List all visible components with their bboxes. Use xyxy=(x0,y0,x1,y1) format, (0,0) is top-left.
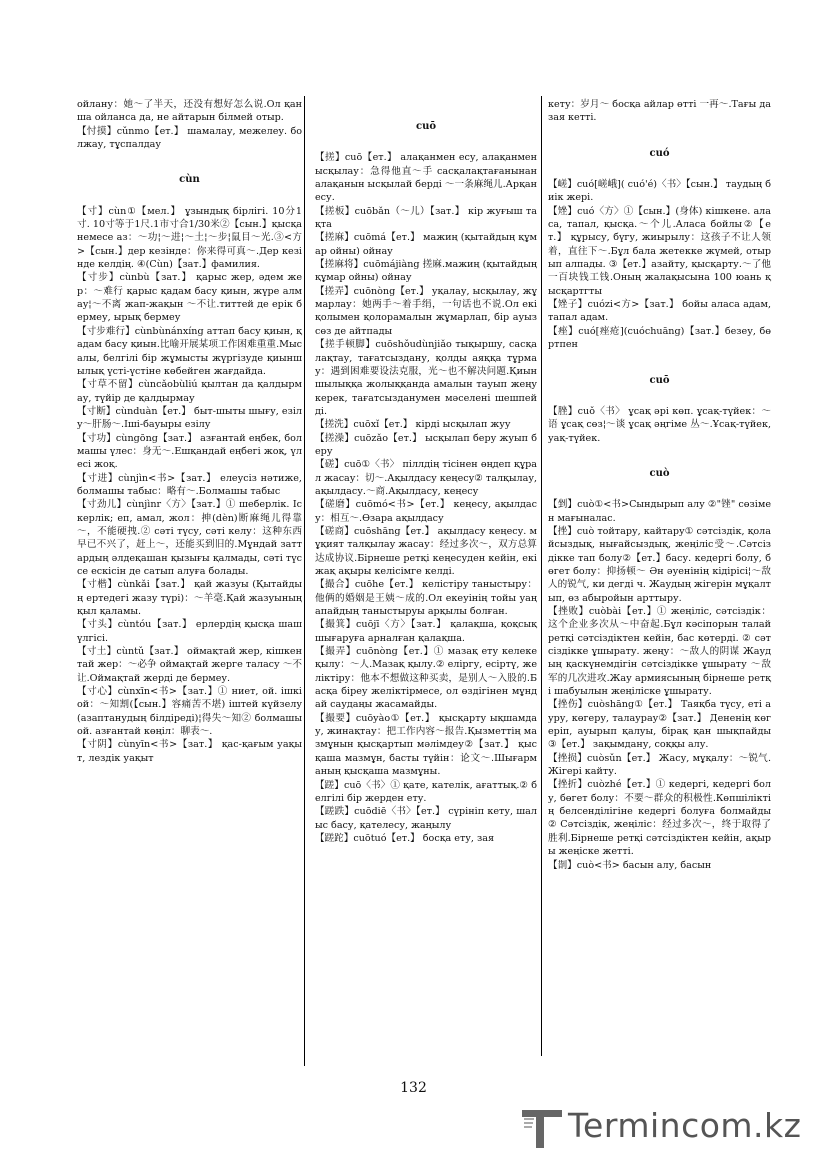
dictionary-entry: 【寸土】cùntǔ【зат.】 оймақтай жер, кішкентай жер：～必争 оймақтай жерге таласу ～不让.Оймақтай жерді де бермеу. xyxy=(77,646,302,684)
dictionary-entry: 【寸步】cùnbù【зат.】 қарыс жер, әдем жер：～难行 қарыс қадам басу қиын, жүре алмау¦～不离 жап-жақын ～不让.титтей де ерік бермеу, ырық бермеу xyxy=(77,272,302,324)
logo-t-icon xyxy=(520,1104,568,1152)
column-middle xyxy=(315,98,537,845)
dictionary-entry: 【痤】cuó[痤疮](cuóchuāng)【зат.】безеу, бөртпен xyxy=(548,325,771,351)
dictionary-entry: 【寸劲儿】cùnjìnr〈方〉【зат.】① шеберлік. Іскерлік; еп, амал, жол：抻(dèn)断麻绳儿得靠～，不能硬拽.② сәті түсу, сәті келу：这种东西早已不兴了，赶上～，还能买到旧的.Мұндай заттардың әлдеқашан қызығы қалмады, сәті түссе ескісін де сатып алуға болады. xyxy=(77,499,302,577)
dictionary-entry: 【撮箕】cuōjī〈方〉【зат.】 қалақша, қоқсық шығаруға арналған қалақша. xyxy=(315,619,537,644)
dictionary-entry: 【寸步难行】cùnbùnánxíng аттап басу қиын, қадам басу қиын.比喻开展某项工作困难重重.Мысалы, белгілі бір жұмысты жүргізуде қиыншылық үсті-үстіне көбейген жағдайда. xyxy=(77,325,302,377)
dictionary-entry: 【搓澡】cuōzǎo【ет.】 ысқылап беру жуып беру xyxy=(315,432,537,457)
dictionary-entry: 【撮要】cuōyào①【ет.】 қысқарту ықшамдау, жинақтау：把工作内容～报告.Қызметтің мазмұнын қысқартып мәлімдеу②【зат.】 қысқаша мазмұн, басты түйін：论文～.Шығарманың қысқаша мазмұны. xyxy=(315,712,537,778)
dictionary-entry: 【搓麻将】cuōmájiàng 搓麻.мажиң (қытайдың құмар ойны) ойнау xyxy=(315,259,537,284)
page-number: 132 xyxy=(400,1080,427,1096)
dictionary-entry: 【搓】cuō【ет.】 алақанмен есу, алақанмен ысқылау：急得他直～手 сасқалақтағанынан алақанын ысқылай берді ～一条麻绳儿.Арқан есу. xyxy=(315,152,537,204)
dictionary-entry: 【撮弄】cuōnòng【ет.】① мазақ ету келеке қылу：～人.Мазақ қылу.② еліргу, есіртү, желіктіру：他本不想做这种买卖，是别人～入股的.Басқа біреу желіктірмесе, ол өздігінен мұндай саудаңы жасамайды. xyxy=(315,646,537,711)
dictionary-entry: 【剉】cuò①<书>Сындырып алу ②"锉" сөзімен мағыналас. xyxy=(548,499,771,524)
logo-text: Termincom.kz xyxy=(568,1106,802,1145)
dictionary-entry: 【寸头】cùntóu【зат.】 ерлердің қысқа шаш үлгісі. xyxy=(77,619,302,644)
section-heading: cuó xyxy=(649,147,670,159)
dictionary-entry: 【矬】cuó〈方〉①【сын.】(身体) кішкене. аласа, тапал, қысқа.～个儿.Аласа бойлы②【ет.】 құрысу, бүгу, жиырылу：这孩子不让人领着，直往下～.Бұл бала жетекке жүмей, отырып алпады. ③【ет.】азайту, қысқарту.～了他一百块钱工钱.Оның жалақысына 100 юань қысқартгты xyxy=(548,205,771,297)
section-heading: cuō xyxy=(649,374,670,386)
dictionary-entry: ойлану：她～了半天，还没有想好怎么说.Ол қанша ойланса да, не айтарын білмей отыр. xyxy=(77,99,302,124)
dictionary-entry: 【搓洗】cuōxǐ【ет.】 кірді ысқылап жуу xyxy=(315,419,511,431)
dictionary-entry: 【寸阴】cùnyīn<书>【зат.】 қас-қағым уақыт, лездік уақыт xyxy=(77,739,302,764)
dictionary-entry: 【寸心】cùnxīn<书>【зат.】① ниет, ой. ішкі ой：～知割(【сын.】容痛苦不堪) іштей күйзелу (азаптанудың білдіреді)¦得失～知② болмашы ой. азғантай көңіл：聊表～. xyxy=(77,686,302,738)
dictionary-entry: 【磋】cuō①〈书〉 піллдің тісінен өңдеп құрал жасау：切～.Ақылдасу кеңесу② талқылау, ақылдасу.～商.Ақылдасу, кеңесу xyxy=(315,459,538,497)
dictionary-entry: 【挫】cuò тойтару, кайтару① сәтсіздік, қолайсыздық, нығайсыздық, жеңіліс受～.Сәтсіздікке тап болу②【ет.】басу. кедергі болу, бөгет болу：抑扬顿～ Ән әуенінің кідірісі¦～敌人的锐气, ки дегді ч. Жаудың жігерін мұқалтып, өз абыройын арттыру. xyxy=(548,525,771,604)
dictionary-entry: 【嵯】cuó[嵯峨]( cuó'é)〈书〉【сын.】 таудың биік жері. xyxy=(548,179,771,204)
dictionary-entry: 【蹉跎】cuōtuó【ет.】 босқа ету, зая xyxy=(315,832,495,844)
termincom-logo xyxy=(520,1100,820,1160)
dictionary-entry: 【寸进】cùnjìn<书>【зат.】 елеусіз нәтиже, болмашы табыс：略有～.Болмашы табыс xyxy=(77,472,302,497)
dictionary-entry: 【蹉跌】cuōdiē〈书〉【ет.】 сүрініп кету, шалыс басу, қателесу, жаңылу xyxy=(315,806,537,831)
dictionary-entry: 【磋商】cuōshāng【ет.】 ақылдасу кеңесу. мұқият талқылау жасау：经过多次～，双方总算达成协议.Бірнеше ретқі кеңесуден кейін, екі жақ ақыры келісімге келді. xyxy=(315,525,537,577)
dictionary-entry: 【矬子】cuózi<方>【зат.】 бойы аласа адам, тапал адам. xyxy=(548,299,771,324)
dictionary-entry: 【磋磨】cuōmó<书>【ет.】 кеңесу, ақылдасу：相互～.Өзара ақылдасу xyxy=(315,499,537,524)
dictionary-entry: кету：岁月～ босқа айлар өтті 一再～.Тағы да зая кетті. xyxy=(548,99,771,124)
section-heading: cuō xyxy=(415,121,437,132)
dictionary-entry: 【寸功】cùngōng【зат.】 азғантай еңбек, болмашы үлес：身无～.Ешқандай еңбегі жоқ, үлесі жоқ. xyxy=(77,432,302,471)
dictionary-entry: 【搓麻】cuōmá【ет.】 мажиң (қытайдың құмар ойны) ойнау xyxy=(315,232,537,257)
dictionary-entry: 【挫损】cuòsǔn【ет.】 Жасу, мұқалу：～锐气.Жігері кайту. xyxy=(548,752,771,778)
dictionary-entry: 【脞】cuǒ〈书〉 ұсақ әрі көп. ұсақ-түйек：～语 ұсақ сөз¦～谈 ұсақ әңгіме 丛～.Ұсақ-түйек, уақ-түйек. xyxy=(548,405,771,444)
dictionary-entry: 【寸】cùn①【мел.】 ұзындық бірлігі. 10分1寸. 10寸等于1尺.1市寸合1/30米②【сын.】қысқа немесе аз：～功¦～进¦～土¦～步¦鼠目～光.③<方>【сын.】дер кезінде：你来得可真～.Дер кезінде келдің. ④(Cùn)【зат.】фамилия. xyxy=(77,205,302,271)
dictionary-entry: 【蹉】cuō〈书〉① қате, кателік, ағаттық.② белгілі бір жерден ету. xyxy=(315,779,537,804)
dictionary-entry: 【搓弄】cuōnòng【ет.】 уқалау, ысқылау, жұмарлау：她两手～着手绢，一句话也不说.Ол екі қолымен қолорамалын жұмарлап, бір ауыз сөз де айтпады xyxy=(315,285,537,337)
section-heading: cuò xyxy=(649,467,670,479)
section-heading: cùn xyxy=(179,174,200,186)
column-divider xyxy=(304,96,305,1066)
column-left xyxy=(77,98,302,765)
dictionary-entry: 【寸草不留】cùncǎobùliú қылтан да қалдырмау, түйір де қалдырмау xyxy=(77,379,302,404)
dictionary-entry: 【搓板】cuōbǎn（～儿）【зат.】 кір жуғыш тақта xyxy=(315,205,537,231)
dictionary-entry: 【挫折】cuòzhé【ет.】① кедергі, кедергі болу, бөгет болу：不要～群众的积极性.Көпшіліктің белсенділігіне кедергі болуға болмайды ② Сәтсіздік, жеңіліс：经过多次～，终于取得了胜利.Бірнеше ретқі сәтсіздіктен кейін, ақыры жеңіске жетті. xyxy=(548,779,771,858)
dictionary-entry: 【挫伤】cuòshāng①【ет.】 Таяқба түсу, еті ауру, көгеру, талаурау②【зат.】 Дененің көгеріп, ауырып қалуы, бірақ қан шықпайды ③【ет.】 зақымдану, соққы алу. xyxy=(548,699,771,751)
dictionary-entry: 【寸楷】cùnkǎi【зат.】 қай жазуы (Қытайдың ертедегі жазу түрі)：～羊毫.Қай жазуының қыл қаламы. xyxy=(77,579,302,618)
dictionary-entry: 【忖摸】cǔnmo【ет.】 шамалау, межелеу. болжау, тұспалдау xyxy=(77,125,302,151)
dictionary-entry: 【挫败】cuòbài【ет.】① жеңіліс, сәтсіздік：这个企业多次从～中奋起.Бұл кәсіпорын талай ретқі сәтсіздіктен кейін, бас көтерді. ② сәтсіздікке ұшырату. жеңу：～敌人的阴谋 Жаудың қаскүнемдігін сәтсіздікке ұшырату ～敌军的几次进攻.Жау армиясының бірнеше ретқі шабуылын жеңіліске ұшырату. xyxy=(548,605,771,698)
column-right xyxy=(548,98,771,872)
dictionary-entry: 【寸断】cùnduàn【ет.】 быт-шыты шығу, езілу～肝肠～.Іші-бауыры езілу xyxy=(77,405,302,431)
dictionary-entry: 【撮合】cuōhe【ет.】 келістіру таныстыру：他俩的婚姻是王姨～成的.Ол екеуінің тойы уаң апайдың таныстыруы арқылы болған. xyxy=(315,579,537,618)
dictionary-entry: 【搓手顿脚】cuōshǒudùnjiǎo тықыршу, сасқалақтау, тағатсыздану, қолды аяққа тұрмау：遇到困难要设法克服，光～也不解决问题.Қиыншылыққа жолыққанда амалын тауып жеңу керек, тағатсызданумен мәселені шешпейді. xyxy=(315,339,537,417)
column-divider xyxy=(541,96,542,1056)
dictionary-entry: 【剒】cuò<书> басын алу, басын xyxy=(548,859,712,871)
